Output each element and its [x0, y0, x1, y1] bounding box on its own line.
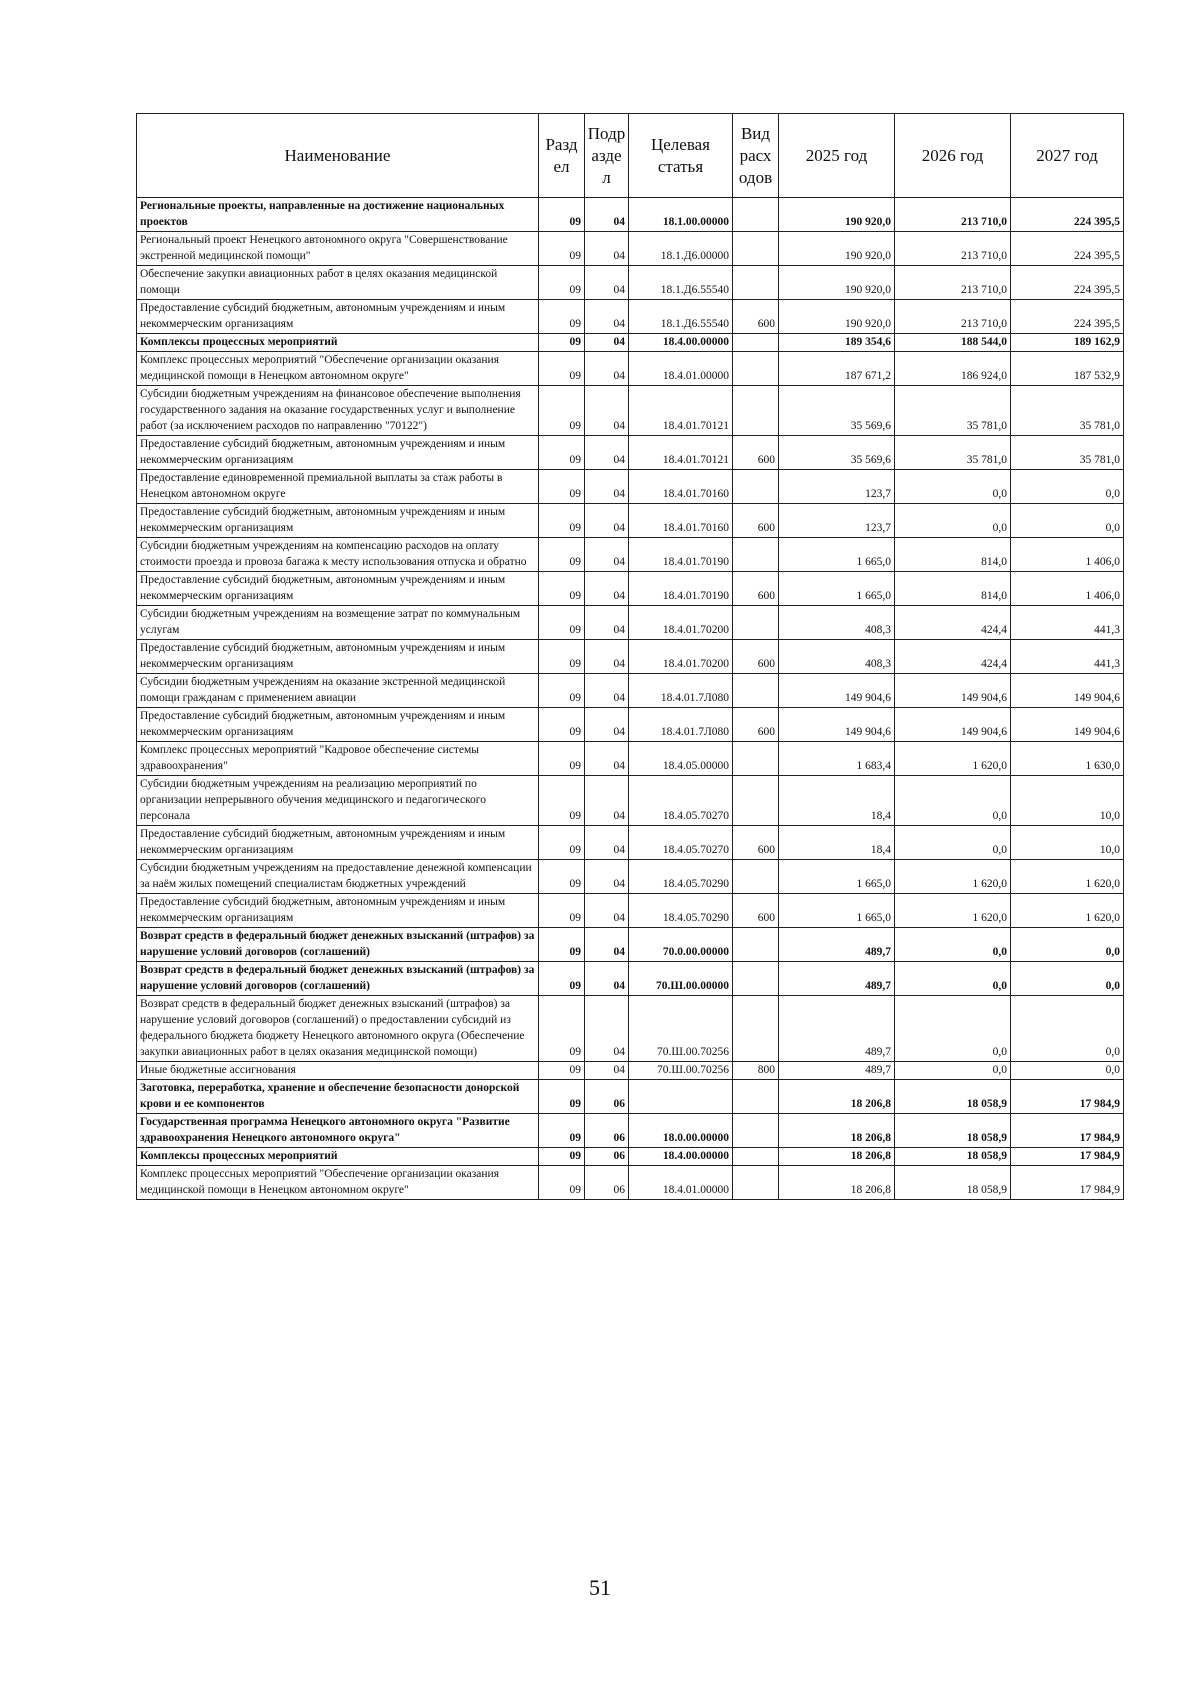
cell-razdel: 09 — [539, 894, 585, 928]
table-row — [137, 928, 1124, 962]
header-article: Целевая статья — [629, 114, 733, 198]
cell-razdel: 09 — [539, 928, 585, 962]
cell-2027: 1 620,0 — [1011, 860, 1124, 894]
cell-razdel: 09 — [539, 742, 585, 776]
cell-name: Предоставление единовременной премиальной выплаты за стаж работы в Ненецком автономном округе — [137, 470, 539, 504]
cell-2025: 18 206,8 — [779, 1114, 895, 1148]
cell-razdel: 09 — [539, 1166, 585, 1200]
cell-2026: 18 058,9 — [895, 1148, 1011, 1166]
cell-name: Субсидии бюджетным учреждениям на возмещение затрат по коммунальным услугам — [137, 606, 539, 640]
cell-vid — [733, 334, 779, 352]
header-razdel: Разд ел — [539, 114, 585, 198]
table-row — [137, 470, 1124, 504]
cell-article: 18.4.01.70121 — [629, 386, 733, 436]
cell-vid — [733, 266, 779, 300]
cell-2027: 0,0 — [1011, 962, 1124, 996]
cell-podrazdel: 04 — [585, 352, 629, 386]
cell-name: Предоставление субсидий бюджетным, автономным учреждениям и иным некоммерческим организациям — [137, 894, 539, 928]
cell-podrazdel: 04 — [585, 640, 629, 674]
table-row — [137, 232, 1124, 266]
cell-vid — [733, 996, 779, 1062]
cell-razdel: 09 — [539, 606, 585, 640]
cell-2027: 441,3 — [1011, 606, 1124, 640]
cell-razdel: 09 — [539, 1148, 585, 1166]
cell-2025: 123,7 — [779, 470, 895, 504]
cell-vid — [733, 352, 779, 386]
table-row — [137, 1166, 1124, 1200]
cell-razdel: 09 — [539, 470, 585, 504]
table-header-row — [137, 114, 1124, 198]
table-row — [137, 962, 1124, 996]
cell-2026: 424,4 — [895, 606, 1011, 640]
table-row — [137, 352, 1124, 386]
cell-2026: 0,0 — [895, 826, 1011, 860]
cell-vid — [733, 776, 779, 826]
cell-razdel: 09 — [539, 1080, 585, 1114]
cell-2027: 17 984,9 — [1011, 1166, 1124, 1200]
cell-2026: 0,0 — [895, 470, 1011, 504]
cell-podrazdel: 04 — [585, 928, 629, 962]
cell-vid — [733, 1166, 779, 1200]
table-row — [137, 1148, 1124, 1166]
table-body — [137, 198, 1124, 1200]
cell-article: 18.1.Д6.55540 — [629, 266, 733, 300]
cell-2025: 489,7 — [779, 1062, 895, 1080]
table-row — [137, 1114, 1124, 1148]
cell-vid: 600 — [733, 640, 779, 674]
cell-2026: 35 781,0 — [895, 386, 1011, 436]
cell-article: 18.4.05.70270 — [629, 776, 733, 826]
cell-razdel: 09 — [539, 640, 585, 674]
cell-podrazdel: 06 — [585, 1114, 629, 1148]
cell-vid — [733, 962, 779, 996]
table-row — [137, 436, 1124, 470]
cell-2026: 0,0 — [895, 962, 1011, 996]
cell-razdel: 09 — [539, 352, 585, 386]
cell-podrazdel: 04 — [585, 674, 629, 708]
cell-podrazdel: 04 — [585, 708, 629, 742]
cell-razdel: 09 — [539, 198, 585, 232]
cell-2027: 35 781,0 — [1011, 436, 1124, 470]
table-row — [137, 300, 1124, 334]
cell-article: 18.4.01.70190 — [629, 572, 733, 606]
cell-2026: 1 620,0 — [895, 742, 1011, 776]
cell-2026: 213 710,0 — [895, 300, 1011, 334]
cell-razdel: 09 — [539, 436, 585, 470]
cell-2026: 0,0 — [895, 928, 1011, 962]
cell-razdel: 09 — [539, 232, 585, 266]
cell-vid: 600 — [733, 504, 779, 538]
cell-vid: 600 — [733, 436, 779, 470]
cell-podrazdel: 06 — [585, 1166, 629, 1200]
cell-article: 18.4.05.70290 — [629, 894, 733, 928]
cell-2025: 408,3 — [779, 606, 895, 640]
cell-name: Иные бюджетные ассигнования — [137, 1062, 539, 1080]
cell-2026: 18 058,9 — [895, 1166, 1011, 1200]
cell-name: Субсидии бюджетным учреждениям на компенсацию расходов на оплату стоимости проезда и провоза багажа к месту использования отпуска и обратно — [137, 538, 539, 572]
cell-name: Субсидии бюджетным учреждениям на финансовое обеспечение выполнения государственного задания на оказание государственных услуг и выполнение работ (за исключением расходов по направлению "70122") — [137, 386, 539, 436]
cell-article: 18.4.00.00000 — [629, 334, 733, 352]
cell-article: 18.4.01.00000 — [629, 1166, 733, 1200]
cell-podrazdel: 04 — [585, 470, 629, 504]
cell-name: Возврат средств в федеральный бюджет денежных взысканий (штрафов) за нарушение условий договоров (соглашений) — [137, 928, 539, 962]
cell-vid: 600 — [733, 708, 779, 742]
cell-razdel: 09 — [539, 266, 585, 300]
cell-vid: 600 — [733, 300, 779, 334]
table-row — [137, 538, 1124, 572]
cell-podrazdel: 04 — [585, 198, 629, 232]
cell-podrazdel: 04 — [585, 1062, 629, 1080]
cell-article: 18.1.Д6.00000 — [629, 232, 733, 266]
cell-vid — [733, 232, 779, 266]
cell-2026: 213 710,0 — [895, 266, 1011, 300]
cell-podrazdel: 04 — [585, 386, 629, 436]
cell-podrazdel: 06 — [585, 1148, 629, 1166]
cell-podrazdel: 04 — [585, 776, 629, 826]
cell-article: 18.4.05.00000 — [629, 742, 733, 776]
table-row — [137, 860, 1124, 894]
cell-article: 18.0.00.00000 — [629, 1114, 733, 1148]
cell-2027: 0,0 — [1011, 470, 1124, 504]
cell-name: Предоставление субсидий бюджетным, автономным учреждениям и иным некоммерческим организациям — [137, 640, 539, 674]
cell-name: Предоставление субсидий бюджетным, автономным учреждениям и иным некоммерческим организациям — [137, 572, 539, 606]
cell-2027: 35 781,0 — [1011, 386, 1124, 436]
cell-2025: 190 920,0 — [779, 266, 895, 300]
cell-name: Комплексы процессных мероприятий — [137, 1148, 539, 1166]
cell-name: Региональные проекты, направленные на достижение национальных проектов — [137, 198, 539, 232]
cell-article: 70.Ш.00.00000 — [629, 962, 733, 996]
cell-2025: 190 920,0 — [779, 300, 895, 334]
cell-2026: 424,4 — [895, 640, 1011, 674]
cell-2027: 224 395,5 — [1011, 266, 1124, 300]
cell-article: 18.4.01.7Л080 — [629, 674, 733, 708]
cell-2026: 0,0 — [895, 504, 1011, 538]
cell-2026: 1 620,0 — [895, 860, 1011, 894]
cell-article: 18.4.01.70121 — [629, 436, 733, 470]
cell-2026: 0,0 — [895, 1062, 1011, 1080]
cell-2027: 1 630,0 — [1011, 742, 1124, 776]
cell-2027: 187 532,9 — [1011, 352, 1124, 386]
cell-podrazdel: 04 — [585, 860, 629, 894]
cell-razdel: 09 — [539, 674, 585, 708]
cell-2026: 213 710,0 — [895, 232, 1011, 266]
cell-name: Комплекс процессных мероприятий "Кадровое обеспечение системы здравоохранения" — [137, 742, 539, 776]
cell-2025: 187 671,2 — [779, 352, 895, 386]
cell-2025: 18 206,8 — [779, 1166, 895, 1200]
cell-razdel: 09 — [539, 538, 585, 572]
cell-2027: 149 904,6 — [1011, 674, 1124, 708]
cell-2026: 18 058,9 — [895, 1114, 1011, 1148]
cell-razdel: 09 — [539, 334, 585, 352]
cell-vid — [733, 1080, 779, 1114]
cell-razdel: 09 — [539, 962, 585, 996]
cell-vid — [733, 674, 779, 708]
cell-2027: 0,0 — [1011, 1062, 1124, 1080]
cell-2027: 0,0 — [1011, 928, 1124, 962]
cell-vid — [733, 198, 779, 232]
cell-vid — [733, 470, 779, 504]
page-number: 51 — [589, 1575, 611, 1600]
cell-razdel: 09 — [539, 504, 585, 538]
cell-podrazdel: 04 — [585, 894, 629, 928]
cell-article: 18.4.01.7Л080 — [629, 708, 733, 742]
cell-article: 18.4.05.70290 — [629, 860, 733, 894]
cell-name: Предоставление субсидий бюджетным, автономным учреждениям и иным некоммерческим организациям — [137, 504, 539, 538]
cell-2026: 814,0 — [895, 538, 1011, 572]
cell-podrazdel: 04 — [585, 826, 629, 860]
cell-2026: 814,0 — [895, 572, 1011, 606]
cell-razdel: 09 — [539, 1062, 585, 1080]
cell-podrazdel: 04 — [585, 996, 629, 1062]
cell-2025: 1 665,0 — [779, 572, 895, 606]
cell-2027: 17 984,9 — [1011, 1148, 1124, 1166]
cell-vid: 600 — [733, 826, 779, 860]
cell-2026: 149 904,6 — [895, 708, 1011, 742]
cell-2026: 213 710,0 — [895, 198, 1011, 232]
cell-2026: 0,0 — [895, 996, 1011, 1062]
cell-2025: 18,4 — [779, 826, 895, 860]
cell-2027: 0,0 — [1011, 504, 1124, 538]
cell-2025: 489,7 — [779, 996, 895, 1062]
cell-name: Возврат средств в федеральный бюджет денежных взысканий (штрафов) за нарушение условий договоров (соглашений) о предоставлении субсидий из федерального бюджета бюджету Ненецкого автономного округа (Обеспечение закупки авиационных работ в целях оказания медицинской помощи) — [137, 996, 539, 1062]
cell-razdel: 09 — [539, 860, 585, 894]
cell-name: Предоставление субсидий бюджетным, автономным учреждениям и иным некоммерческим организациям — [137, 708, 539, 742]
cell-2025: 123,7 — [779, 504, 895, 538]
table-row — [137, 572, 1124, 606]
table-row — [137, 894, 1124, 928]
table-row — [137, 266, 1124, 300]
cell-2026: 186 924,0 — [895, 352, 1011, 386]
cell-2025: 1 665,0 — [779, 894, 895, 928]
cell-podrazdel: 04 — [585, 504, 629, 538]
cell-2025: 149 904,6 — [779, 708, 895, 742]
cell-2025: 18,4 — [779, 776, 895, 826]
cell-2027: 10,0 — [1011, 776, 1124, 826]
cell-vid — [733, 860, 779, 894]
cell-2027: 1 406,0 — [1011, 572, 1124, 606]
budget-table — [136, 113, 1124, 1200]
cell-podrazdel: 06 — [585, 1080, 629, 1114]
cell-article — [629, 1080, 733, 1114]
cell-razdel: 09 — [539, 386, 585, 436]
cell-name: Комплексы процессных мероприятий — [137, 334, 539, 352]
cell-2027: 17 984,9 — [1011, 1080, 1124, 1114]
cell-podrazdel: 04 — [585, 334, 629, 352]
cell-2025: 1 665,0 — [779, 860, 895, 894]
cell-razdel: 09 — [539, 300, 585, 334]
cell-2025: 190 920,0 — [779, 232, 895, 266]
table-row — [137, 708, 1124, 742]
table-row — [137, 996, 1124, 1062]
cell-vid — [733, 928, 779, 962]
cell-2025: 189 354,6 — [779, 334, 895, 352]
cell-podrazdel: 04 — [585, 538, 629, 572]
cell-vid: 800 — [733, 1062, 779, 1080]
cell-podrazdel: 04 — [585, 232, 629, 266]
cell-2025: 408,3 — [779, 640, 895, 674]
table-row — [137, 674, 1124, 708]
table-row — [137, 334, 1124, 352]
cell-article: 18.4.01.00000 — [629, 352, 733, 386]
cell-vid — [733, 606, 779, 640]
cell-vid — [733, 538, 779, 572]
cell-vid — [733, 1148, 779, 1166]
cell-2027: 224 395,5 — [1011, 232, 1124, 266]
cell-2025: 35 569,6 — [779, 436, 895, 470]
cell-2025: 149 904,6 — [779, 674, 895, 708]
cell-2027: 189 162,9 — [1011, 334, 1124, 352]
cell-podrazdel: 04 — [585, 436, 629, 470]
table-row — [137, 606, 1124, 640]
cell-vid — [733, 742, 779, 776]
header-2027: 2027 год — [1011, 114, 1124, 198]
cell-razdel: 09 — [539, 708, 585, 742]
table-row — [137, 1080, 1124, 1114]
cell-2025: 190 920,0 — [779, 198, 895, 232]
cell-name: Заготовка, переработка, хранение и обеспечение безопасности донорской крови и ее компонентов — [137, 1080, 539, 1114]
cell-article: 18.4.01.70160 — [629, 470, 733, 504]
header-name: Наименование — [137, 114, 539, 198]
cell-razdel: 09 — [539, 1114, 585, 1148]
header-vid: Вид расх одов — [733, 114, 779, 198]
cell-name: Предоставление субсидий бюджетным, автономным учреждениям и иным некоммерческим организациям — [137, 300, 539, 334]
cell-podrazdel: 04 — [585, 962, 629, 996]
cell-name: Обеспечение закупки авиационных работ в целях оказания медицинской помощи — [137, 266, 539, 300]
cell-2027: 149 904,6 — [1011, 708, 1124, 742]
table-row — [137, 826, 1124, 860]
cell-name: Государственная программа Ненецкого автономного округа "Развитие здравоохранения Ненецкого автономного округа" — [137, 1114, 539, 1148]
cell-vid: 600 — [733, 894, 779, 928]
cell-podrazdel: 04 — [585, 742, 629, 776]
cell-article: 18.4.00.00000 — [629, 1148, 733, 1166]
table-row — [137, 1062, 1124, 1080]
table-row — [137, 742, 1124, 776]
cell-article: 70.Ш.00.70256 — [629, 1062, 733, 1080]
cell-article: 18.1.Д6.55540 — [629, 300, 733, 334]
cell-vid: 600 — [733, 572, 779, 606]
cell-2026: 149 904,6 — [895, 674, 1011, 708]
cell-name: Предоставление субсидий бюджетным, автономным учреждениям и иным некоммерческим организациям — [137, 436, 539, 470]
cell-2027: 10,0 — [1011, 826, 1124, 860]
cell-podrazdel: 04 — [585, 572, 629, 606]
header-2025: 2025 год — [779, 114, 895, 198]
cell-2027: 441,3 — [1011, 640, 1124, 674]
cell-article: 18.4.01.70200 — [629, 606, 733, 640]
cell-razdel: 09 — [539, 826, 585, 860]
table-row — [137, 386, 1124, 436]
table-row — [137, 504, 1124, 538]
cell-2026: 188 544,0 — [895, 334, 1011, 352]
cell-2027: 1 620,0 — [1011, 894, 1124, 928]
cell-article: 18.4.05.70270 — [629, 826, 733, 860]
cell-razdel: 09 — [539, 776, 585, 826]
header-podrazdel: Подр азде л — [585, 114, 629, 198]
cell-2027: 1 406,0 — [1011, 538, 1124, 572]
cell-name: Комплекс процессных мероприятий "Обеспечение организации оказания медицинской помощи в Ненецком автономном округе" — [137, 1166, 539, 1200]
table-row — [137, 776, 1124, 826]
cell-2025: 489,7 — [779, 962, 895, 996]
header-2026: 2026 год — [895, 114, 1011, 198]
cell-2025: 1 665,0 — [779, 538, 895, 572]
cell-article: 18.4.01.70160 — [629, 504, 733, 538]
table-row — [137, 198, 1124, 232]
cell-2025: 1 683,4 — [779, 742, 895, 776]
cell-article: 18.1.00.00000 — [629, 198, 733, 232]
cell-2026: 18 058,9 — [895, 1080, 1011, 1114]
cell-razdel: 09 — [539, 996, 585, 1062]
cell-2025: 18 206,8 — [779, 1080, 895, 1114]
cell-2027: 0,0 — [1011, 996, 1124, 1062]
cell-vid — [733, 1114, 779, 1148]
cell-name: Региональный проект Ненецкого автономного округа "Совершенствование экстренной медицинской помощи" — [137, 232, 539, 266]
cell-article: 18.4.01.70200 — [629, 640, 733, 674]
cell-2025: 489,7 — [779, 928, 895, 962]
cell-name: Предоставление субсидий бюджетным, автономным учреждениям и иным некоммерческим организациям — [137, 826, 539, 860]
cell-name: Комплекс процессных мероприятий "Обеспечение организации оказания медицинской помощи в Ненецком автономном округе" — [137, 352, 539, 386]
cell-article: 70.0.00.00000 — [629, 928, 733, 962]
cell-podrazdel: 04 — [585, 266, 629, 300]
cell-razdel: 09 — [539, 572, 585, 606]
cell-2026: 0,0 — [895, 776, 1011, 826]
cell-article: 70.Ш.00.70256 — [629, 996, 733, 1062]
cell-2027: 224 395,5 — [1011, 300, 1124, 334]
cell-2026: 1 620,0 — [895, 894, 1011, 928]
cell-podrazdel: 04 — [585, 300, 629, 334]
cell-name: Субсидии бюджетным учреждениям на предоставление денежной компенсации за наём жилых помещений специалистам бюджетных учреждений — [137, 860, 539, 894]
cell-vid — [733, 386, 779, 436]
cell-2025: 18 206,8 — [779, 1148, 895, 1166]
cell-podrazdel: 04 — [585, 606, 629, 640]
cell-name: Субсидии бюджетным учреждениям на оказание экстренной медицинской помощи гражданам с применением авиации — [137, 674, 539, 708]
cell-2025: 35 569,6 — [779, 386, 895, 436]
cell-2026: 35 781,0 — [895, 436, 1011, 470]
cell-name: Субсидии бюджетным учреждениям на реализацию мероприятий по организации непрерывного обучения медицинского и педагогического персонала — [137, 776, 539, 826]
cell-article: 18.4.01.70190 — [629, 538, 733, 572]
cell-name: Возврат средств в федеральный бюджет денежных взысканий (штрафов) за нарушение условий договоров (соглашений) — [137, 962, 539, 996]
cell-2027: 224 395,5 — [1011, 198, 1124, 232]
cell-2027: 17 984,9 — [1011, 1114, 1124, 1148]
table-row — [137, 640, 1124, 674]
